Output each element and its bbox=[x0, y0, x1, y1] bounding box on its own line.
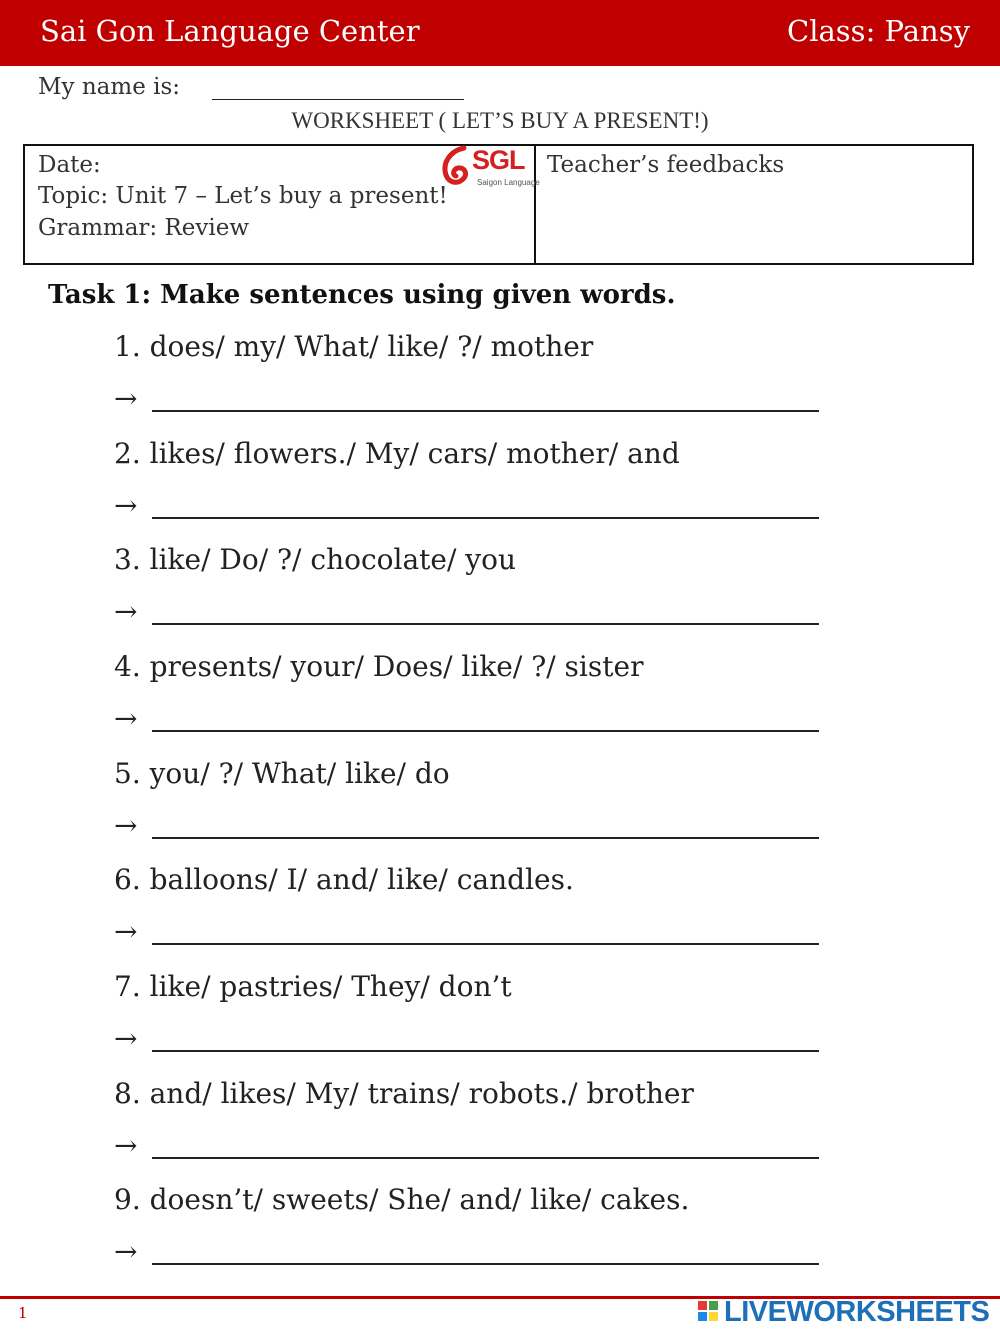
exercise-item bbox=[114, 970, 834, 1076]
page-number: 1 bbox=[18, 1304, 28, 1322]
exercise-prompt: 6. balloons/ I/ and/ like/ candles. bbox=[114, 863, 574, 896]
arrow-icon: → bbox=[114, 489, 138, 522]
exercise-prompt: 1. does/ my/ What/ like/ ?/ mother bbox=[114, 330, 594, 363]
arrow-icon: → bbox=[114, 1129, 138, 1162]
class-label: Class: Pansy bbox=[787, 14, 970, 48]
exercise-item bbox=[114, 757, 834, 863]
answer-line[interactable] bbox=[152, 943, 819, 945]
name-label: My name is: bbox=[38, 74, 181, 100]
name-input-line[interactable] bbox=[212, 99, 464, 100]
exercise-item bbox=[114, 1183, 834, 1289]
arrow-icon: → bbox=[114, 915, 138, 948]
answer-line[interactable] bbox=[152, 410, 819, 412]
answer-line[interactable] bbox=[152, 517, 819, 519]
grammar-line: Grammar: Review bbox=[38, 215, 250, 241]
teacher-feedback-label: Teacher’s feedbacks bbox=[547, 152, 785, 178]
answer-line[interactable] bbox=[152, 837, 819, 839]
exercise-prompt: 2. likes/ flowers./ My/ cars/ mother/ and bbox=[114, 437, 680, 470]
exercise-prompt: 4. presents/ your/ Does/ like/ ?/ sister bbox=[114, 650, 644, 683]
exercise-item bbox=[114, 1077, 834, 1183]
logo-subtext: Saigon Language bbox=[477, 178, 540, 187]
arrow-icon: → bbox=[114, 595, 138, 628]
arrow-icon: → bbox=[114, 809, 138, 842]
liveworksheets-logo[interactable] bbox=[698, 1297, 998, 1331]
logo-text: SGL bbox=[472, 145, 525, 175]
liveworksheets-cube-icon bbox=[698, 1301, 720, 1327]
exercise-item bbox=[114, 330, 834, 436]
answer-line[interactable] bbox=[152, 1050, 819, 1052]
exercise-item bbox=[114, 543, 834, 649]
exercise-prompt: 9. doesn’t/ sweets/ She/ and/ like/ cakes. bbox=[114, 1183, 690, 1216]
exercise-item bbox=[114, 437, 834, 543]
answer-line[interactable] bbox=[152, 1263, 819, 1265]
exercise-prompt: 3. like/ Do/ ?/ chocolate/ you bbox=[114, 543, 517, 576]
worksheet-title: WORKSHEET ( LET’S BUY A PRESENT!) bbox=[291, 108, 709, 133]
date-label: Date: bbox=[38, 152, 101, 178]
topic-line: Topic: Unit 7 – Let’s buy a present! bbox=[38, 183, 448, 209]
task1-title: Task 1: Make sentences using given words. bbox=[48, 280, 676, 310]
sgl-logo-mark-icon bbox=[438, 145, 474, 191]
header-bar bbox=[0, 0, 1000, 66]
answer-line[interactable] bbox=[152, 730, 819, 732]
exercise-prompt: 5. you/ ?/ What/ like/ do bbox=[114, 757, 450, 790]
center-name: Sai Gon Language Center bbox=[40, 14, 420, 48]
arrow-icon: → bbox=[114, 702, 138, 735]
arrow-icon: → bbox=[114, 1022, 138, 1055]
arrow-icon: → bbox=[114, 1235, 138, 1268]
arrow-icon: → bbox=[114, 382, 138, 415]
exercise-prompt: 8. and/ likes/ My/ trains/ robots./ brother bbox=[114, 1077, 694, 1110]
exercise-prompt: 7. like/ pastries/ They/ don’t bbox=[114, 970, 512, 1003]
exercise-item bbox=[114, 863, 834, 969]
answer-line[interactable] bbox=[152, 1157, 819, 1159]
answer-line[interactable] bbox=[152, 623, 819, 625]
liveworksheets-wordmark: LIVEWORKSHEETS bbox=[724, 1296, 990, 1328]
exercise-item bbox=[114, 650, 834, 756]
sgl-logo bbox=[438, 145, 540, 191]
